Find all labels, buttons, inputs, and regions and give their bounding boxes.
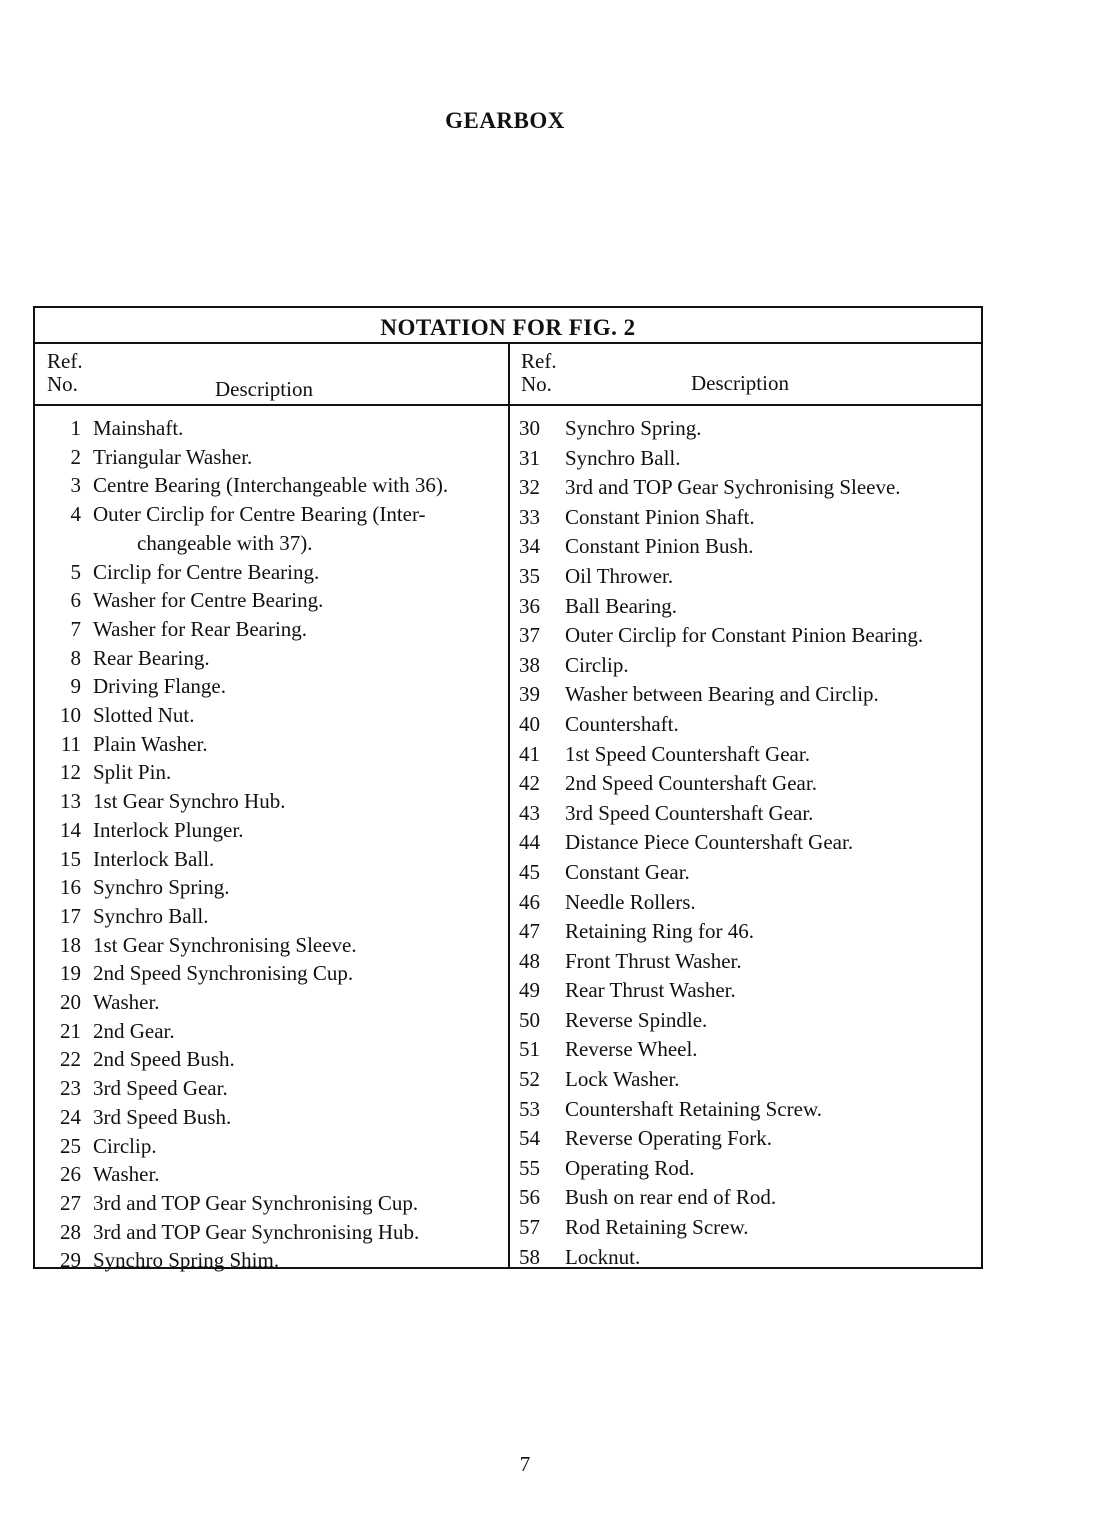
left-parts-list: [47, 414, 502, 1275]
table-title: NOTATION FOR FIG. 2: [35, 308, 981, 344]
part-description: Plain Washer.: [93, 731, 208, 756]
part-description: 3rd Speed Countershaft Gear.: [565, 800, 814, 825]
ref-number: 4: [70, 502, 81, 527]
ref-number: 11: [60, 731, 81, 756]
list-item: [519, 1183, 979, 1213]
list-item: [47, 988, 502, 1017]
part-description: Reverse Spindle.: [565, 1007, 708, 1032]
list-item: [47, 1103, 502, 1132]
ref-number: 31: [519, 445, 540, 470]
part-description: Driving Flange.: [93, 674, 226, 699]
ref-number: 14: [60, 817, 81, 842]
page-title: GEARBOX: [445, 108, 565, 133]
ref-number: 12: [60, 760, 81, 785]
list-item: [519, 1035, 979, 1065]
list-item: [519, 888, 979, 918]
ref-number: 6: [70, 588, 81, 613]
ref-number: 1: [70, 416, 81, 440]
part-description: Operating Rod.: [565, 1155, 695, 1180]
list-item: [47, 1218, 502, 1247]
ref-number: 50: [519, 1007, 540, 1032]
list-item: [519, 651, 979, 681]
part-description: Triangular Washer.: [93, 444, 253, 469]
ref-number: 51: [519, 1037, 540, 1062]
part-description: 3rd and TOP Gear Synchronising Cup.: [93, 1190, 419, 1215]
list-item: [47, 931, 502, 960]
part-description: 1st Gear Synchro Hub.: [93, 789, 286, 814]
list-item: [47, 586, 502, 615]
ref-number: 33: [519, 504, 540, 529]
ref-number: 40: [519, 711, 540, 736]
list-item: [519, 503, 979, 533]
list-item: [519, 621, 979, 651]
ref-number: 5: [70, 559, 81, 584]
notation-table: [33, 306, 983, 1273]
ref-number: 56: [519, 1185, 540, 1210]
page-number: 7: [519, 1452, 531, 1476]
ref-number: 7: [70, 616, 81, 641]
part-description: Synchro Spring Shim.: [93, 1248, 280, 1273]
list-item: [47, 1045, 502, 1074]
list-item: [519, 680, 979, 710]
ref-number: 58: [519, 1244, 540, 1269]
ref-number: 9: [70, 674, 81, 699]
right-parts-list: [519, 414, 979, 1272]
left-column-header: [47, 349, 487, 401]
ref-number: 2: [70, 444, 81, 469]
list-item: [519, 917, 979, 947]
part-description: 2nd Speed Bush.: [93, 1047, 235, 1072]
part-description: Constant Pinion Shaft.: [565, 504, 755, 529]
list-item: [47, 414, 502, 443]
part-description: Slotted Nut.: [93, 703, 195, 728]
part-description: 3rd Speed Bush.: [93, 1104, 232, 1129]
list-item: [47, 1189, 502, 1218]
part-description: Reverse Operating Fork.: [565, 1126, 773, 1151]
ref-number: 57: [519, 1215, 540, 1240]
part-description: Constant Pinion Bush.: [565, 534, 754, 559]
part-description-continuation: changeable with 37).: [137, 530, 313, 555]
list-item: [47, 558, 502, 587]
ref-number: 27: [60, 1190, 81, 1215]
list-item: [519, 1154, 979, 1184]
right-column-header: [521, 350, 961, 396]
ref-number: 52: [519, 1067, 540, 1092]
list-item: [519, 1006, 979, 1036]
part-description: Reverse Wheel.: [565, 1037, 698, 1062]
part-description: Mainshaft.: [93, 416, 184, 440]
ref-number: 53: [519, 1096, 540, 1121]
list-item: [47, 787, 502, 816]
list-item: [519, 947, 979, 977]
part-description: 2nd Speed Countershaft Gear.: [565, 771, 817, 796]
ref-number: 34: [519, 534, 540, 559]
ref-label: Ref.: [47, 349, 83, 373]
part-description: 2nd Speed Synchronising Cup.: [93, 961, 354, 986]
part-description: Interlock Ball.: [93, 846, 215, 871]
list-item: [519, 1213, 979, 1243]
ref-number: 41: [519, 741, 540, 766]
ref-number: 43: [519, 800, 540, 825]
list-item: [47, 443, 502, 472]
part-description: Synchro Ball.: [93, 903, 209, 928]
part-description: Washer.: [93, 1162, 160, 1187]
ref-number: 37: [519, 623, 540, 648]
ref-number: 28: [60, 1219, 81, 1244]
ref-number: 38: [519, 652, 540, 677]
list-item: [519, 710, 979, 740]
list-item: [519, 740, 979, 770]
part-description: 3rd Speed Gear.: [93, 1076, 228, 1101]
ref-number: 35: [519, 563, 540, 588]
ref-number: 29: [60, 1248, 81, 1273]
ref-number: 20: [60, 990, 81, 1015]
ref-number: 44: [519, 830, 540, 855]
list-item: [47, 500, 502, 557]
part-description: Distance Piece Countershaft Gear.: [565, 830, 854, 855]
list-item: [519, 769, 979, 799]
part-description: Interlock Plunger.: [93, 817, 244, 842]
ref-number: 10: [60, 703, 81, 728]
ref-number: 3: [70, 473, 81, 498]
ref-number: 54: [519, 1126, 540, 1151]
part-description: 2nd Gear.: [93, 1018, 175, 1043]
part-description: 1st Speed Countershaft Gear.: [565, 741, 810, 766]
part-description: Retaining Ring for 46.: [565, 919, 754, 944]
ref-number: 16: [60, 875, 81, 900]
part-description: Rear Bearing.: [93, 645, 210, 670]
part-description: Oil Thrower.: [565, 563, 674, 588]
ref-number: 47: [519, 919, 540, 944]
list-item: [519, 858, 979, 888]
ref-number: 39: [519, 682, 540, 707]
ref-number: 19: [60, 961, 81, 986]
list-item: [47, 644, 502, 673]
part-description: Front Thrust Washer.: [565, 948, 742, 973]
list-item: [47, 1074, 502, 1103]
list-item: [47, 845, 502, 874]
ref-number: 25: [60, 1133, 81, 1158]
list-item: [47, 873, 502, 902]
ref-number: 55: [519, 1155, 540, 1180]
list-item: [519, 414, 979, 444]
list-item: [519, 444, 979, 474]
ref-number: 46: [519, 889, 540, 914]
part-description: Washer for Centre Bearing.: [93, 588, 324, 613]
ref-number: 18: [60, 932, 81, 957]
part-description: Bush on rear end of Rod.: [565, 1185, 777, 1210]
ref-number: 23: [60, 1076, 81, 1101]
list-item: [519, 1065, 979, 1095]
list-item: [47, 758, 502, 787]
part-description: Lock Washer.: [565, 1067, 680, 1092]
ref-number: 42: [519, 771, 540, 796]
part-description: Locknut.: [565, 1244, 641, 1269]
description-label: Description: [215, 377, 313, 401]
part-description: Countershaft Retaining Screw.: [565, 1096, 822, 1121]
list-item: [519, 592, 979, 622]
ref-number: 30: [519, 416, 540, 440]
list-item: [47, 1132, 502, 1161]
list-item: [519, 799, 979, 829]
part-description: [93, 500, 502, 557]
ref-number: 21: [60, 1018, 81, 1043]
ref-number: 17: [60, 903, 81, 928]
part-description: Split Pin.: [93, 760, 172, 785]
description-label: Description: [691, 371, 789, 395]
ref-label: Ref.: [521, 349, 557, 373]
part-description: Needle Rollers.: [565, 889, 696, 914]
part-description: Washer for Rear Bearing.: [93, 616, 308, 641]
no-label: No.: [521, 372, 552, 396]
part-description: Washer between Bearing and Circlip.: [565, 682, 879, 707]
ref-number: 32: [519, 475, 540, 500]
part-description: Circlip.: [93, 1133, 157, 1158]
no-label: No.: [47, 372, 78, 396]
list-item: [47, 1017, 502, 1046]
list-item: [47, 1160, 502, 1189]
part-description: Constant Gear.: [565, 859, 690, 884]
ref-number: 22: [60, 1047, 81, 1072]
list-item: [47, 615, 502, 644]
part-description: Centre Bearing (Interchangeable with 36).: [93, 473, 449, 498]
list-item: [519, 1095, 979, 1125]
list-item: [47, 672, 502, 701]
ref-number: 45: [519, 859, 540, 884]
part-description: Rod Retaining Screw.: [565, 1215, 749, 1240]
ref-number: 49: [519, 978, 540, 1003]
list-item: [519, 473, 979, 503]
list-item: [47, 471, 502, 500]
ref-number: 15: [60, 846, 81, 871]
part-description: Washer.: [93, 990, 160, 1015]
header-rule: [35, 404, 981, 406]
list-item: [47, 902, 502, 931]
part-description: Rear Thrust Washer.: [565, 978, 736, 1003]
part-description-line: Outer Circlip for Centre Bearing (Inter-: [93, 502, 426, 527]
list-item: [47, 959, 502, 988]
ref-number: 26: [60, 1162, 81, 1187]
ref-number: 24: [60, 1104, 81, 1129]
list-item: [47, 701, 502, 730]
list-item: [47, 730, 502, 759]
list-item: [519, 1124, 979, 1154]
list-item: [519, 1243, 979, 1273]
part-description: 3rd and TOP Gear Sychronising Sleeve.: [565, 475, 901, 500]
list-item: [519, 562, 979, 592]
column-divider: [508, 342, 510, 1267]
part-description: Countershaft.: [565, 711, 679, 736]
ref-number: 48: [519, 948, 540, 973]
part-description: Circlip for Centre Bearing.: [93, 559, 320, 584]
list-item: [47, 816, 502, 845]
list-item: [519, 976, 979, 1006]
part-description: Synchro Spring.: [565, 416, 702, 440]
list-item: [47, 1246, 502, 1275]
ref-number: 8: [70, 645, 81, 670]
part-description: Ball Bearing.: [565, 593, 677, 618]
list-item: [519, 828, 979, 858]
part-description: Synchro Spring.: [93, 875, 230, 900]
part-description: Outer Circlip for Constant Pinion Bearing.: [565, 623, 924, 648]
part-description: Circlip.: [565, 652, 629, 677]
ref-number: 13: [60, 789, 81, 814]
list-item: [519, 532, 979, 562]
part-description: 1st Gear Synchronising Sleeve.: [93, 932, 357, 957]
part-description: Synchro Ball.: [565, 445, 681, 470]
part-description: 3rd and TOP Gear Synchronising Hub.: [93, 1219, 420, 1244]
ref-number: 36: [519, 593, 540, 618]
